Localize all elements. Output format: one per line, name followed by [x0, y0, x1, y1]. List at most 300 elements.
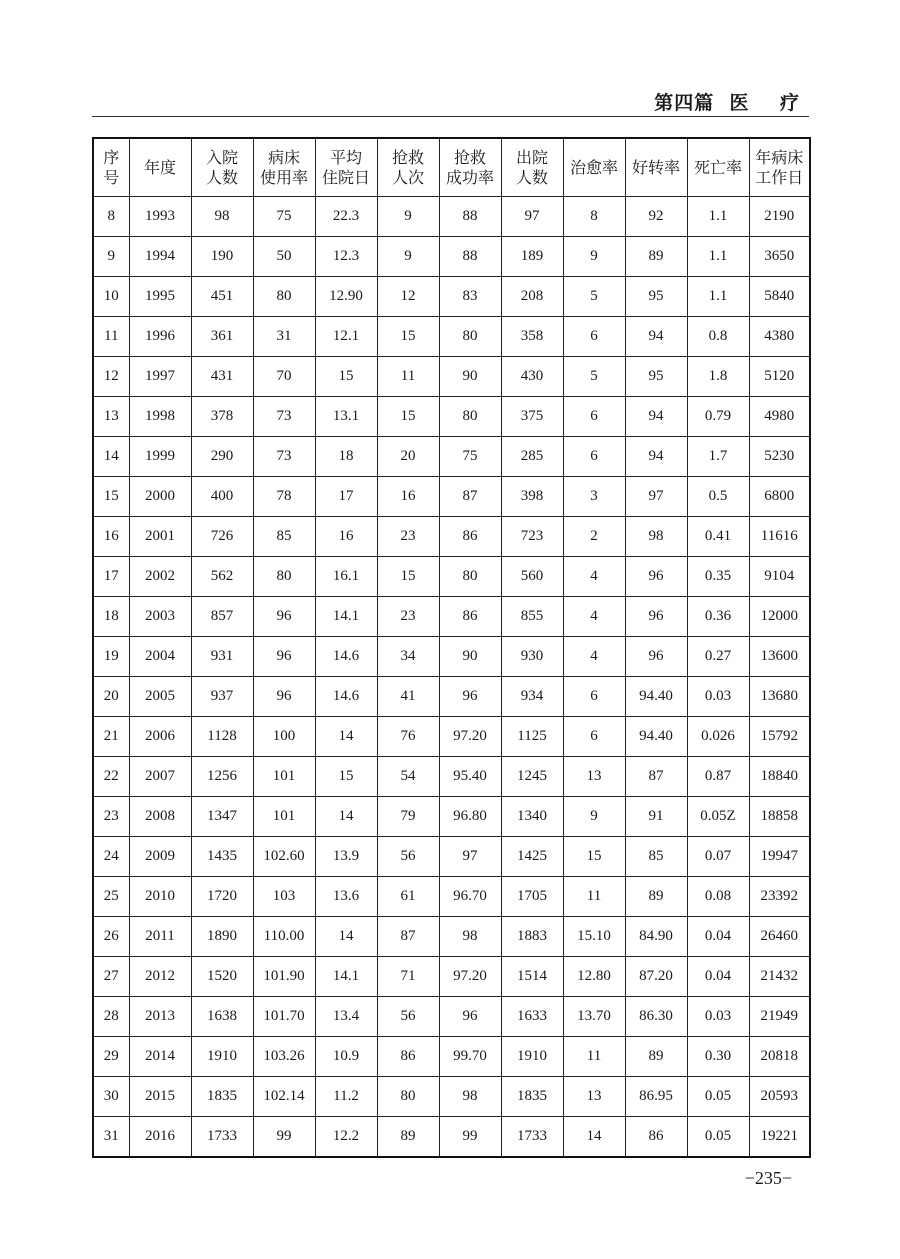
table-cell: 95.40	[439, 757, 501, 797]
table-cell: 1633	[501, 997, 563, 1037]
table-cell: 16	[377, 477, 439, 517]
table-row	[93, 757, 810, 797]
column-header-line: 入院	[205, 147, 238, 167]
table-cell: 99	[439, 1117, 501, 1158]
table-cell: 8	[563, 197, 625, 237]
table-cell: 2190	[749, 197, 810, 237]
table-cell: 1890	[191, 917, 253, 957]
statistics-table	[92, 137, 811, 1158]
table-cell: 94	[625, 397, 687, 437]
table-cell: 1705	[501, 877, 563, 917]
table-cell: 28	[93, 997, 129, 1037]
table-cell: 16	[315, 517, 377, 557]
table-cell: 189	[501, 237, 563, 277]
column-header-line: 住院日	[321, 167, 370, 187]
table-cell: 95	[625, 277, 687, 317]
table-cell: 1425	[501, 837, 563, 877]
table-cell: 76	[377, 717, 439, 757]
column-header-line: 工作日	[755, 167, 804, 187]
table-cell: 4380	[749, 317, 810, 357]
table-row	[93, 517, 810, 557]
table-cell: 14	[315, 717, 377, 757]
table-cell: 2005	[129, 677, 191, 717]
table-cell: 97	[439, 837, 501, 877]
table-cell: 4980	[749, 397, 810, 437]
table-cell: 11.2	[315, 1077, 377, 1117]
table-cell: 15	[315, 757, 377, 797]
table-cell: 21	[93, 717, 129, 757]
table-cell: 96	[625, 637, 687, 677]
table-cell: 0.27	[687, 637, 749, 677]
table-row	[93, 197, 810, 237]
table-cell: 86	[377, 1037, 439, 1077]
column-header	[191, 138, 253, 197]
table-cell: 56	[377, 837, 439, 877]
table-cell: 1910	[191, 1037, 253, 1077]
table-row	[93, 237, 810, 277]
table-cell: 1.1	[687, 197, 749, 237]
table-cell: 13	[563, 1077, 625, 1117]
column-header-line: 年病床	[755, 147, 804, 167]
table-cell: 90	[439, 357, 501, 397]
table-cell: 358	[501, 317, 563, 357]
table-cell: 12	[93, 357, 129, 397]
table-cell: 2001	[129, 517, 191, 557]
table-cell: 2015	[129, 1077, 191, 1117]
table-cell: 73	[253, 437, 315, 477]
table-cell: 4	[563, 557, 625, 597]
table-cell: 94.40	[625, 677, 687, 717]
table-cell: 13	[563, 757, 625, 797]
table-cell: 89	[625, 1037, 687, 1077]
table-cell: 1.7	[687, 437, 749, 477]
table-cell: 13600	[749, 637, 810, 677]
table-cell: 88	[439, 237, 501, 277]
table-cell: 934	[501, 677, 563, 717]
table-cell: 78	[253, 477, 315, 517]
table-cell: 5230	[749, 437, 810, 477]
table-cell: 21949	[749, 997, 810, 1037]
table-cell: 560	[501, 557, 563, 597]
table-cell: 71	[377, 957, 439, 997]
table-cell: 98	[439, 1077, 501, 1117]
table-cell: 98	[625, 517, 687, 557]
table-cell: 562	[191, 557, 253, 597]
table-cell: 361	[191, 317, 253, 357]
table-cell: 2011	[129, 917, 191, 957]
table-cell: 1.1	[687, 277, 749, 317]
table-row	[93, 957, 810, 997]
table-cell: 17	[93, 557, 129, 597]
table-cell: 0.05	[687, 1117, 749, 1158]
table-cell: 1733	[501, 1117, 563, 1158]
table-cell: 14.6	[315, 637, 377, 677]
table-cell: 14.1	[315, 957, 377, 997]
column-header	[253, 138, 315, 197]
table-cell: 2007	[129, 757, 191, 797]
table-cell: 13.70	[563, 997, 625, 1037]
table-cell: 23	[377, 597, 439, 637]
table-cell: 1520	[191, 957, 253, 997]
table-cell: 0.07	[687, 837, 749, 877]
column-header	[501, 138, 563, 197]
table-cell: 92	[625, 197, 687, 237]
table-row	[93, 717, 810, 757]
table-cell: 1514	[501, 957, 563, 997]
table-cell: 378	[191, 397, 253, 437]
table-cell: 87	[625, 757, 687, 797]
table-cell: 0.87	[687, 757, 749, 797]
table-cell: 11	[377, 357, 439, 397]
table-row	[93, 1117, 810, 1158]
table-cell: 0.03	[687, 997, 749, 1037]
table-cell: 1995	[129, 277, 191, 317]
column-header-line: 年度	[143, 157, 176, 177]
table-cell: 101	[253, 797, 315, 837]
table-cell: 930	[501, 637, 563, 677]
table-cell: 20593	[749, 1077, 810, 1117]
table-cell: 20	[93, 677, 129, 717]
table-header	[93, 138, 810, 197]
table-cell: 17	[315, 477, 377, 517]
table-cell: 9	[93, 237, 129, 277]
table-cell: 97.20	[439, 717, 501, 757]
table-cell: 73	[253, 397, 315, 437]
table-cell: 79	[377, 797, 439, 837]
table-row	[93, 797, 810, 837]
column-header-line: 人次	[391, 167, 424, 187]
table-cell: 0.05	[687, 1077, 749, 1117]
table-cell: 5120	[749, 357, 810, 397]
table-cell: 10	[93, 277, 129, 317]
table-cell: 14	[315, 797, 377, 837]
table-cell: 2	[563, 517, 625, 557]
table-cell: 12.3	[315, 237, 377, 277]
table-cell: 10.9	[315, 1037, 377, 1077]
table-cell: 11	[563, 1037, 625, 1077]
table-cell: 97	[625, 477, 687, 517]
table-cell: 1128	[191, 717, 253, 757]
table-cell: 96	[439, 677, 501, 717]
table-cell: 22	[93, 757, 129, 797]
table-cell: 5840	[749, 277, 810, 317]
table-cell: 18	[315, 437, 377, 477]
table-cell: 1347	[191, 797, 253, 837]
table-cell: 2009	[129, 837, 191, 877]
table-cell: 89	[625, 877, 687, 917]
table-cell: 0.08	[687, 877, 749, 917]
table-cell: 2014	[129, 1037, 191, 1077]
table-cell: 400	[191, 477, 253, 517]
table-cell: 13.6	[315, 877, 377, 917]
column-header	[687, 138, 749, 197]
table-cell: 11616	[749, 517, 810, 557]
table-row	[93, 277, 810, 317]
table-cell: 375	[501, 397, 563, 437]
table-cell: 1256	[191, 757, 253, 797]
table-cell: 26	[93, 917, 129, 957]
table-cell: 726	[191, 517, 253, 557]
table-cell: 857	[191, 597, 253, 637]
table-cell: 31	[93, 1117, 129, 1158]
table-cell: 1340	[501, 797, 563, 837]
table-cell: 86	[439, 517, 501, 557]
table-cell: 103.26	[253, 1037, 315, 1077]
table-cell: 16	[93, 517, 129, 557]
table-cell: 101	[253, 757, 315, 797]
table-cell: 89	[377, 1117, 439, 1158]
table-cell: 95	[625, 357, 687, 397]
table-cell: 98	[191, 197, 253, 237]
column-header	[625, 138, 687, 197]
table-cell: 102.60	[253, 837, 315, 877]
table-cell: 96.80	[439, 797, 501, 837]
table-cell: 80	[439, 397, 501, 437]
running-head-title: 第四篇 医 疗	[654, 92, 800, 114]
table-cell: 1245	[501, 757, 563, 797]
table-cell: 1720	[191, 877, 253, 917]
table-cell: 4	[563, 637, 625, 677]
table-cell: 19	[93, 637, 129, 677]
table-cell: 855	[501, 597, 563, 637]
table-cell: 100	[253, 717, 315, 757]
table-cell: 398	[501, 477, 563, 517]
column-header	[93, 138, 129, 197]
table-cell: 8	[93, 197, 129, 237]
table-cell: 451	[191, 277, 253, 317]
column-header-line: 成功率	[445, 167, 494, 187]
table-cell: 15.10	[563, 917, 625, 957]
table-cell: 6800	[749, 477, 810, 517]
column-header-line: 抢救	[453, 147, 486, 167]
table-cell: 1910	[501, 1037, 563, 1077]
table-cell: 1999	[129, 437, 191, 477]
table-cell: 431	[191, 357, 253, 397]
table-cell: 30	[93, 1077, 129, 1117]
table-cell: 13.1	[315, 397, 377, 437]
table-cell: 20	[377, 437, 439, 477]
table-cell: 1.1	[687, 237, 749, 277]
table-cell: 937	[191, 677, 253, 717]
table-cell: 0.35	[687, 557, 749, 597]
table-cell: 85	[253, 517, 315, 557]
table-cell: 99.70	[439, 1037, 501, 1077]
table-row	[93, 397, 810, 437]
table-cell: 99	[253, 1117, 315, 1158]
table-cell: 0.79	[687, 397, 749, 437]
table-cell: 70	[253, 357, 315, 397]
table-cell: 6	[563, 677, 625, 717]
table-cell: 34	[377, 637, 439, 677]
table-cell: 0.36	[687, 597, 749, 637]
table-cell: 0.30	[687, 1037, 749, 1077]
table-cell: 18840	[749, 757, 810, 797]
table-cell: 25	[93, 877, 129, 917]
table-cell: 15	[377, 317, 439, 357]
table-cell: 83	[439, 277, 501, 317]
table-cell: 6	[563, 317, 625, 357]
table-body	[93, 197, 810, 1158]
table-cell: 6	[563, 397, 625, 437]
table-cell: 430	[501, 357, 563, 397]
table-header-row	[93, 138, 810, 197]
table-cell: 15792	[749, 717, 810, 757]
column-header	[129, 138, 191, 197]
table-cell: 1.8	[687, 357, 749, 397]
table-cell: 931	[191, 637, 253, 677]
table-cell: 0.04	[687, 917, 749, 957]
column-header-line: 抢救	[391, 147, 424, 167]
table-cell: 23	[377, 517, 439, 557]
table-cell: 12000	[749, 597, 810, 637]
table-cell: 13	[93, 397, 129, 437]
table-cell: 13.4	[315, 997, 377, 1037]
column-header-line: 治愈率	[569, 157, 618, 177]
table-cell: 2016	[129, 1117, 191, 1158]
table-cell: 12	[377, 277, 439, 317]
table-cell: 0.04	[687, 957, 749, 997]
column-header-line: 人数	[515, 167, 548, 187]
table-cell: 3	[563, 477, 625, 517]
table-cell: 9	[377, 197, 439, 237]
table-cell: 13.9	[315, 837, 377, 877]
table-cell: 285	[501, 437, 563, 477]
table-row	[93, 437, 810, 477]
table-cell: 3650	[749, 237, 810, 277]
table-cell: 11	[563, 877, 625, 917]
table-row	[93, 917, 810, 957]
table-cell: 80	[439, 557, 501, 597]
table-cell: 96	[253, 637, 315, 677]
table-cell: 2010	[129, 877, 191, 917]
table-cell: 5	[563, 277, 625, 317]
table-cell: 12.2	[315, 1117, 377, 1158]
table-cell: 86	[439, 597, 501, 637]
table-cell: 1835	[501, 1077, 563, 1117]
table-cell: 14.6	[315, 677, 377, 717]
table-cell: 9	[377, 237, 439, 277]
page-number: −235−	[744, 1168, 792, 1188]
table-cell: 96	[439, 997, 501, 1037]
table-cell: 87	[439, 477, 501, 517]
table-cell: 0.03	[687, 677, 749, 717]
table-cell: 89	[625, 237, 687, 277]
column-header-line: 死亡率	[693, 157, 742, 177]
table-cell: 14	[315, 917, 377, 957]
table-cell: 97	[501, 197, 563, 237]
table-cell: 94	[625, 317, 687, 357]
header-rule	[92, 116, 809, 117]
table-cell: 12.90	[315, 277, 377, 317]
table-cell: 101.70	[253, 997, 315, 1037]
table-cell: 80	[439, 317, 501, 357]
table-cell: 0.5	[687, 477, 749, 517]
table-cell: 23392	[749, 877, 810, 917]
table-cell: 98	[439, 917, 501, 957]
table-cell: 96	[625, 597, 687, 637]
table-cell: 87.20	[625, 957, 687, 997]
table-row	[93, 597, 810, 637]
table-row	[93, 357, 810, 397]
table-cell: 86.30	[625, 997, 687, 1037]
column-header-line: 人数	[205, 167, 238, 187]
table-row	[93, 677, 810, 717]
table-cell: 15	[315, 357, 377, 397]
table-cell: 41	[377, 677, 439, 717]
column-header	[315, 138, 377, 197]
column-header	[563, 138, 625, 197]
table-cell: 2004	[129, 637, 191, 677]
table-cell: 15	[93, 477, 129, 517]
table-cell: 86.95	[625, 1077, 687, 1117]
table-cell: 56	[377, 997, 439, 1037]
table-row	[93, 637, 810, 677]
table-row	[93, 477, 810, 517]
table-cell: 20818	[749, 1037, 810, 1077]
table-cell: 2000	[129, 477, 191, 517]
table-cell: 1733	[191, 1117, 253, 1158]
table-cell: 0.05Z	[687, 797, 749, 837]
table-cell: 18858	[749, 797, 810, 837]
table-cell: 16.1	[315, 557, 377, 597]
table-cell: 14	[563, 1117, 625, 1158]
table-cell: 94.40	[625, 717, 687, 757]
table-row	[93, 557, 810, 597]
table-cell: 86	[625, 1117, 687, 1158]
table-cell: 2012	[129, 957, 191, 997]
table-cell: 1997	[129, 357, 191, 397]
table-cell: 5	[563, 357, 625, 397]
table-cell: 80	[253, 557, 315, 597]
column-header-line: 好转率	[631, 157, 680, 177]
column-header-line: 号	[103, 167, 120, 187]
table-cell: 96	[253, 677, 315, 717]
table-cell: 54	[377, 757, 439, 797]
table-cell: 12.1	[315, 317, 377, 357]
table-cell: 19947	[749, 837, 810, 877]
table-cell: 0.41	[687, 517, 749, 557]
table-cell: 1435	[191, 837, 253, 877]
table-cell: 1835	[191, 1077, 253, 1117]
table-row	[93, 1037, 810, 1077]
table-cell: 1993	[129, 197, 191, 237]
table-cell: 91	[625, 797, 687, 837]
table-cell: 12.80	[563, 957, 625, 997]
table-cell: 290	[191, 437, 253, 477]
table-cell: 101.90	[253, 957, 315, 997]
table-cell: 2008	[129, 797, 191, 837]
table-cell: 96	[625, 557, 687, 597]
table-cell: 2006	[129, 717, 191, 757]
column-header	[439, 138, 501, 197]
table-cell: 24	[93, 837, 129, 877]
table-row	[93, 317, 810, 357]
table-cell: 88	[439, 197, 501, 237]
table-cell: 50	[253, 237, 315, 277]
table-row	[93, 1077, 810, 1117]
table-cell: 14	[93, 437, 129, 477]
table-cell: 21432	[749, 957, 810, 997]
table-cell: 0.8	[687, 317, 749, 357]
table-cell: 9104	[749, 557, 810, 597]
table-cell: 190	[191, 237, 253, 277]
table-cell: 9	[563, 237, 625, 277]
table-cell: 75	[253, 197, 315, 237]
table-cell: 1996	[129, 317, 191, 357]
table-cell: 87	[377, 917, 439, 957]
table-cell: 90	[439, 637, 501, 677]
table-cell: 31	[253, 317, 315, 357]
